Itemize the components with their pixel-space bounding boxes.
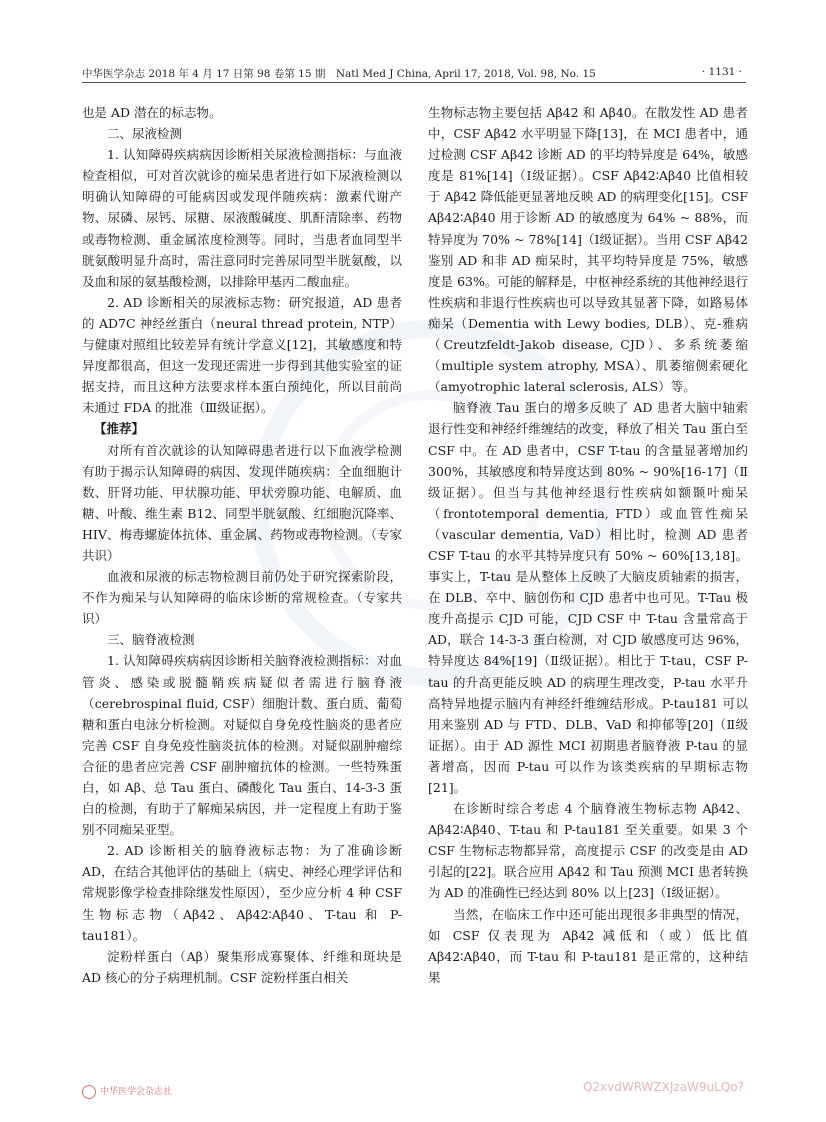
footer-watermark-code: Q2xvdWRWZXJzaW9uLQo? (582, 1080, 744, 1094)
publisher-logo-text: 中华医学会杂志社 (100, 1087, 173, 1097)
paragraph: 对所有首次就诊的认知障碍患者进行以下血液学检测有助于揭示认知障碍的病因、发现伴随疾病：全血细胞计数、肝肾功能、甲状腺功能、甲状旁腺功能、电解质、血糖、叶酸、维生素 B12、同型半胱氨酸、红细胞沉降率、HIV、梅毒螺旋体抗体、重金属、药物或毒物检测。（专家共识） (82, 442, 402, 563)
paragraph: 脑脊液 Tau 蛋白的增多反映了 AD 患者大脑中轴索退行性变和神经纤维缠结的改变，释放了相关 Tau 蛋白至 CSF 中。在 AD 患者中，CSF T-tau 的含量显著增加约 300%，其敏感度和特异度达到 80% ~ 90%[16-17]（Ⅱ级证据）。但当与其他神经退行性疾病如额颞叶痴呆（frontotemporal dementia, FTD）或血管性痴呆（vascular dementia, VaD）相比时，检测 AD 患者 CSF T-tau 的水平其特异度只有 50% ~ 60%[13,18]。事实上，T-tau 是从整体上反映了大脑皮质轴索的损害，在 DLB、卒中、脑创伤和 CJD 患者中也可见。T-Tau 极度升高提示 CJD 可能，CJD CSF 中 T-tau 含量常高于 AD，联合 14-3-3 蛋白检测，对 CJD 敏感度可达 96%，特异度达 84%[19]（Ⅱ级证据）。相比于 T-tau，CSF P-tau 的升高更能反映 AD 的病理生理改变，P-tau 水平升高特异地提示脑内有神经纤维缠结形成。P-tau181 可以用来鉴别 AD 与 FTD、DLB、VaD 和抑郁等[20]（Ⅱ级证据）。由于 AD 源性 MCI 初期患者脑脊液 P-tau 的显著增高，因而 P-tau 可以作为该类疾病的早期标志物[21]。 (428, 400, 748, 795)
page-number: · 1131 · (701, 66, 742, 78)
publisher-logo (82, 1084, 172, 1099)
paragraph: 生物标志物主要包括 Aβ42 和 Aβ40。在散发性 AD 患者中，CSF Aβ42 水平明显下降[13]，在 MCI 患者中，通过检测 CSF Aβ42 诊断 AD 的平均特异度是 64%，敏感度是 81%[14]（Ⅰ级证据）。CSF Aβ42∶Aβ40 比值相较于 Aβ42 降低能更显著地反映 AD 的病理变化[15]。CSF Aβ42∶Aβ40 用于诊断 AD 的敏感度为 64% ~ 88%，而特异度为 70% ~ 78%[14]（Ⅰ级证据）。当用 CSF Aβ42 鉴别 AD 和非 AD 痴呆时，其平均特异度是 75%，敏感度是 63%。可能的解释是，中枢神经系统的其他神经退行性疾病和非退行性疾病也可以导致其显著下降，如路易体痴呆（Dementia with Lewy bodies, DLB）、克-雅病（Creutzfeldt-Jakob disease, CJD）、多系统萎缩（multiple system atrophy, MSA）、肌萎缩侧索硬化（amyotrophic lateral sclerosis, ALS）等。 (428, 105, 748, 395)
paragraph: 2. AD 诊断相关的尿液标志物：研究报道，AD 患者的 AD7C 神经丝蛋白（neural thread protein, NTP）与健康对照组比较差异有统计学意义[12]，其敏感度和特异度都很高，但这一发现还需进一步得到其他实验室的证据支持，而且这种方法要求样本蛋白预纯化，所以目前尚未通过 FDA 的批准（Ⅲ级证据）。 (82, 294, 402, 416)
paragraph: 2. AD 诊断相关的脑脊液标志物：为了准确诊断 AD，在结合其他评估的基础上（病史、神经心理学评估和常规影像学检查排除继发性原因），至少应分析 4 种 CSF 生物标志物（Aβ42、Aβ42∶Aβ40、T-tau 和 P-tau181）。 (82, 843, 402, 943)
paragraph: 在诊断时综合考虑 4 个脑脊液生物标志物 Aβ42、Aβ42∶Aβ40、T-tau 和 P-tau181 至关重要。如果 3 个 CSF 生物标志物都异常，高度提示 CSF 的改变是由 AD 引起的[22]。联合应用 Aβ42 和 Tau 预测 MCI 患者转换为 AD 的准确性已经达到 80% 以上[23]（Ⅰ级证据）。 (428, 801, 748, 901)
running-header (82, 66, 746, 83)
recommendation-heading: 【推荐】 (94, 421, 145, 437)
publisher-seal-icon (82, 1085, 96, 1099)
paragraph: 淀粉样蛋白（Aβ）聚集形成寡聚体、纤维和斑块是 AD 核心的分子病理机制。CSF 淀粉样蛋白相关 (82, 948, 402, 985)
paragraph: 也是 AD 潜在的标志物。 (82, 105, 222, 120)
left-text-column (82, 102, 402, 988)
right-text-column (428, 102, 748, 988)
section-heading: 二、尿液检测 (107, 126, 183, 142)
paragraph: 1. 认知障碍疾病病因诊断相关尿液检测指标：与血液检查相似，可对首次就诊的痴呆患者进行如下尿液检测以明确认知障碍的可能病因或发现伴随疾病：激素代谢产物、尿磷、尿钙、尿糖、尿液酸碱度、肌酐清除率、药物或毒物检测、重金属浓度检测等。同时，当患者血同型半胱氨酸明显升高时，需注意同时完善尿同型半胱氨酸，以及血和尿的氨基酸检测，以排除甲基丙二酸血症。 (82, 147, 402, 289)
paragraph: 1. 认知障碍疾病病因诊断相关脑脊液检测指标：对血管炎、感染或脱髓鞘疾病疑似者需进行脑脊液（cerebrospinal fluid, CSF）细胞计数、蛋白质、葡萄糖和蛋白电泳分析检测。对疑似自身免疫性脑炎的患者应完善 CSF 自身免疫性脑炎抗体的检测。对疑似副肿瘤综合征的患者应完善 CSF 副肿瘤抗体的检测。一些特殊蛋白，如 Aβ、总 Tau 蛋白、磷酸化 Tau 蛋白、14-3-3 蛋白的检测，有助于了解痴呆病因，并一定程度上有助于鉴别不同痴呆亚型。 (82, 653, 402, 838)
paragraph: 血液和尿液的标志物检测目前仍处于研究探索阶段，不作为痴呆与认知障碍的临床诊断的常规检查。（专家共识） (82, 569, 402, 627)
section-heading: 三、脑脊液检测 (107, 632, 195, 648)
paragraph: 当然，在临床工作中还可能出现很多非典型的情况，如 CSF 仅表现为 Aβ42 减低和（或）低比值 Aβ42∶Aβ40，而 T-tau 和 P-tau181 是正常的，这种结果 (428, 906, 748, 985)
journal-citation: 中华医学杂志 2018 年 4 月 17 日第 98 卷第 15 期 Natl Med J China, April 17, 2018, Vol. 98, No. 15 (82, 68, 596, 80)
